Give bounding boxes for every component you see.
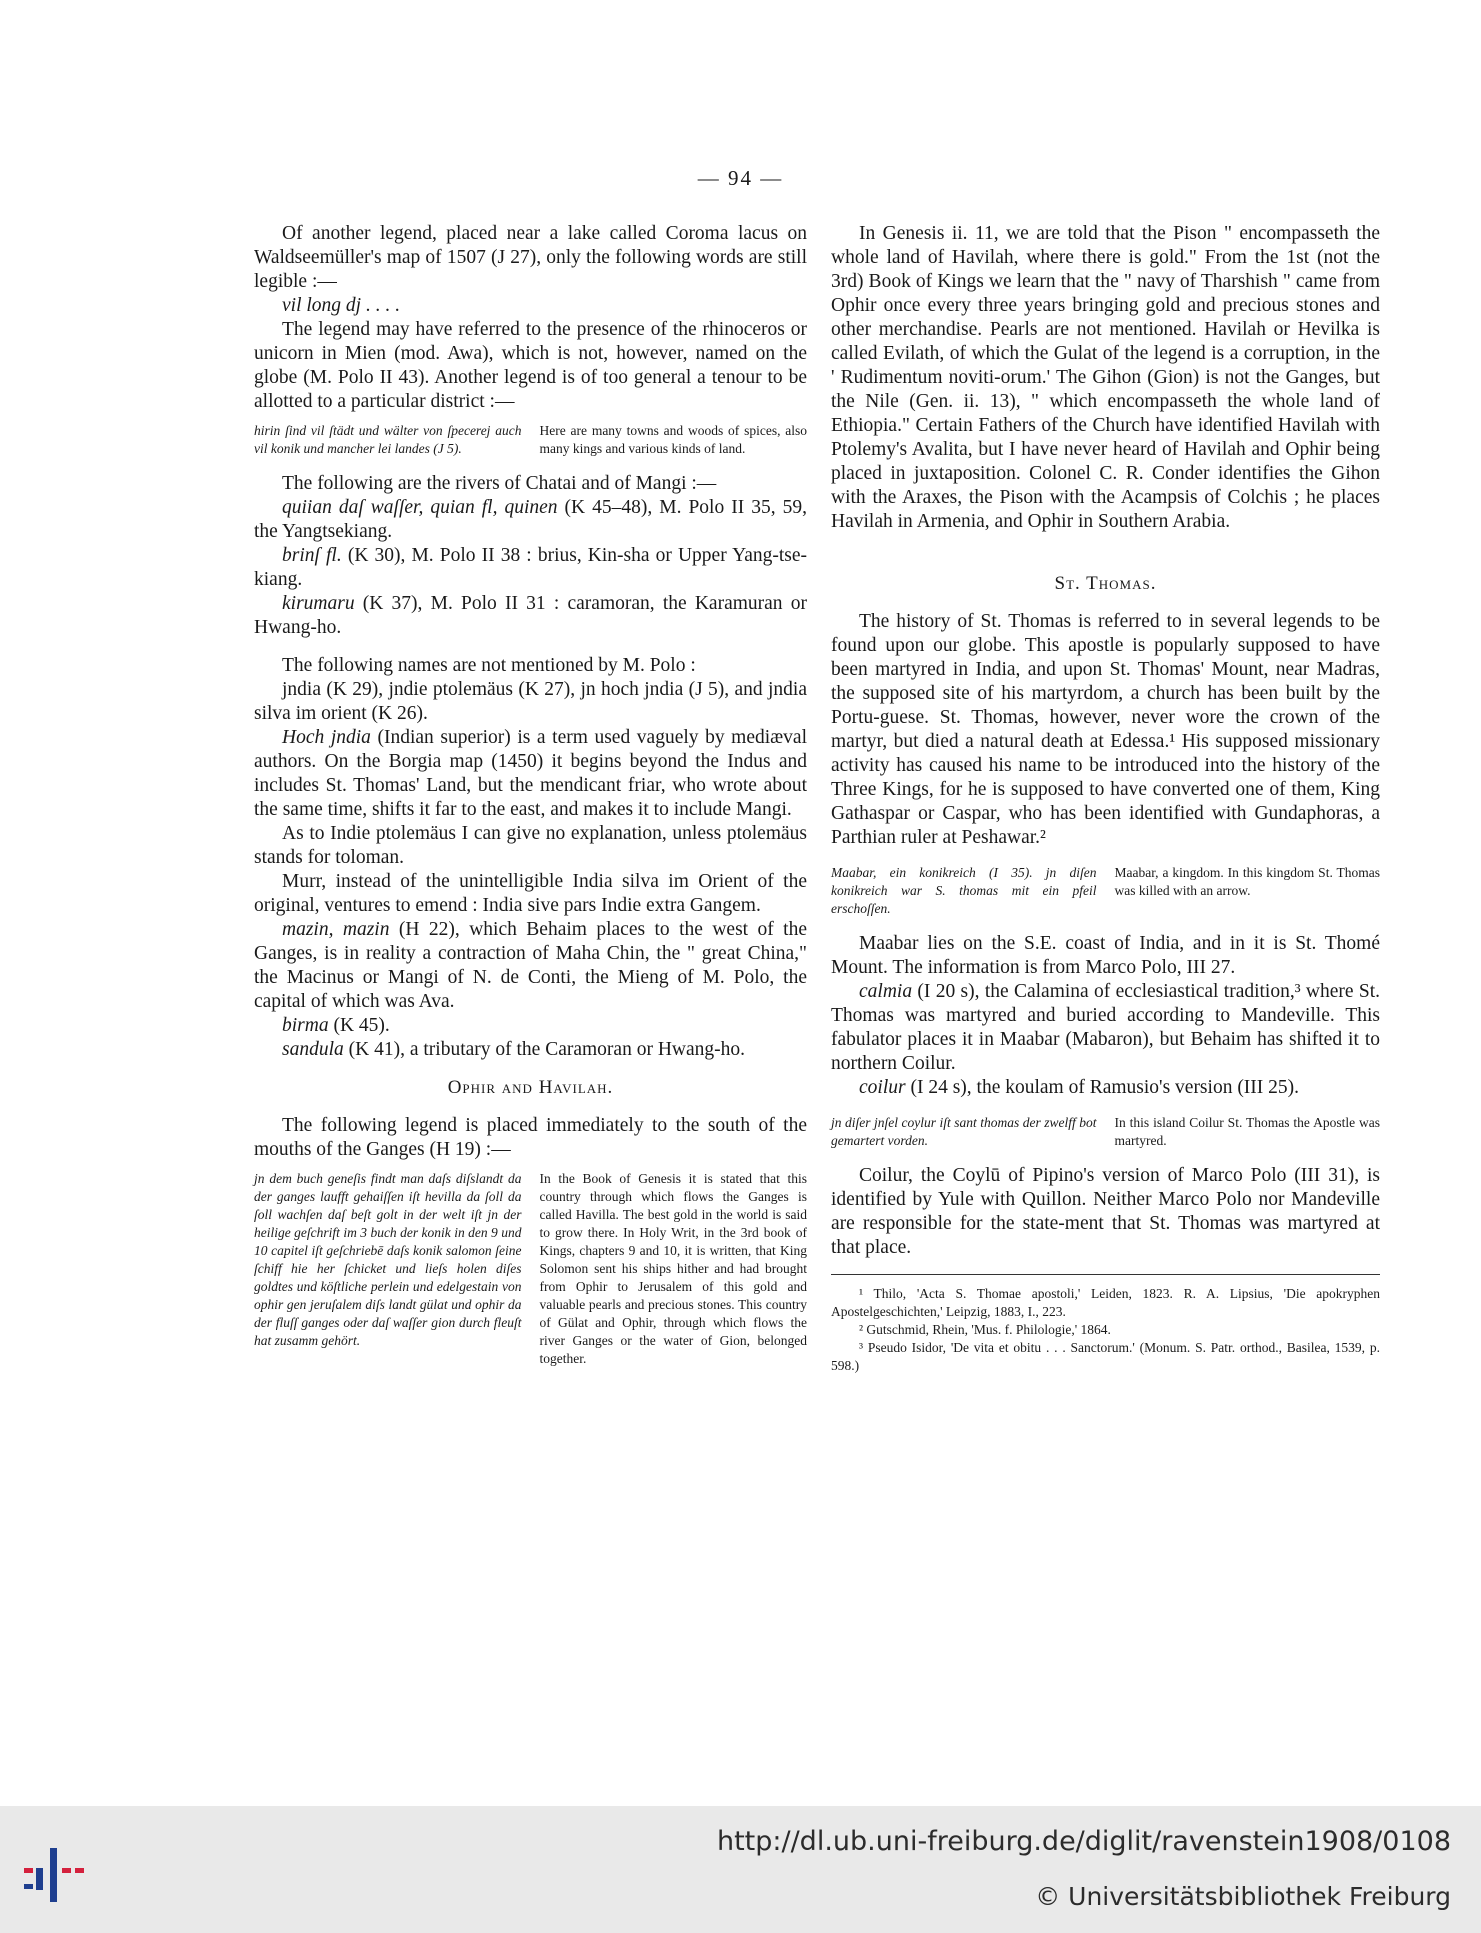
text: (K 37), M. Polo II 31 : caramoran, the Karamuran or Hwang-ho. bbox=[254, 593, 807, 638]
legend-parallel bbox=[254, 1170, 807, 1368]
paragraph: Coilur, the Coylū of Pipino's version of Marco Polo (III 31), is identified by Yule with Quillon. Neither Marco Polo nor Mandeville are responsible for the state-ment that St. Thomas was martyred at that place. bbox=[831, 1165, 1380, 1258]
paragraph bbox=[254, 1038, 807, 1062]
term: calmia bbox=[859, 981, 913, 1002]
footnote-divider bbox=[831, 1274, 1380, 1275]
section-heading: St. Thomas. bbox=[1054, 573, 1157, 594]
paragraph: Of another legend, placed near a lake called Coroma lacus on Waldseemüller's map of 1507 (J 27), only the following words are still legible :— bbox=[254, 223, 807, 292]
footnote: ¹ Thilo, 'Acta S. Thomae apostoli,' Leiden, 1823. R. A. Lipsius, 'Die apokryphen Apostelgeschichten,' Leipzig, 1883, I., 223. bbox=[831, 1286, 1380, 1319]
footnote: ³ Pseudo Isidor, 'De vita et obitu . . . Sanctorum.' (Monum. S. Patr. orthod., Basilea, 1539, p. 598.) bbox=[831, 1340, 1380, 1373]
term: coilur bbox=[859, 1077, 906, 1098]
logo-bar bbox=[62, 1868, 71, 1873]
paragraph: The following are the rivers of Chatai and of Mangi :— bbox=[282, 473, 717, 494]
paragraph: Murr, instead of the unintelligible India silva im Orient of the original, ventures to emend : India sive pars Indie extra Gangem. bbox=[254, 871, 807, 916]
text: (K 30), M. Polo II 38 : brius, Kin-sha or Upper Yang-tse-kiang. bbox=[254, 545, 807, 590]
legend-parallel bbox=[254, 422, 807, 458]
paragraph bbox=[254, 544, 807, 592]
text: (K 45). bbox=[328, 1015, 390, 1036]
paragraph: The following legend is placed immediately to the south of the mouths of the Ganges (H 19) :— bbox=[254, 1115, 807, 1160]
paragraph: As to Indie ptolemäus I can give no explanation, unless ptolemäus stands for toloman. bbox=[254, 823, 807, 868]
logo-bar bbox=[24, 1868, 33, 1873]
copyright-notice: © Universitätsbibliothek Freiburg bbox=[1035, 1882, 1451, 1911]
paragraph: Maabar lies on the S.E. coast of India, and in it is St. Thomé Mount. The information is from Marco Polo, III 27. bbox=[831, 933, 1380, 978]
legend-original: jn diſer jnſel coylur iſt sant thomas der zwelff bot gemartert vorden. bbox=[831, 1115, 1097, 1148]
term: kirumaru bbox=[282, 593, 355, 614]
text: (K 41), a tributary of the Caramoran or Hwang-ho. bbox=[343, 1039, 746, 1060]
legend-original: Maabar, ein konikreich (I 35). jn diſen konikreich war S. thomas mit ein pfeil erschoſſen. bbox=[831, 865, 1097, 916]
logo-bar bbox=[50, 1848, 57, 1902]
paragraph: The legend may have referred to the presence of the rhinoceros or unicorn in Mien (mod. Awa), which is not, however, named on the globe (M. Polo II 43). Another legend is of too general a tenour to be allotted to a particular district :— bbox=[254, 319, 807, 412]
legend-fragment: vil long dj . . . . bbox=[282, 295, 401, 316]
paragraph: In Genesis ii. 11, we are told that the Pison " encompasseth the whole land of Havilah, where there is gold." From the 1st (not the 3rd) Book of Kings we learn that the " navy of Tharshish " came from Ophir once every three years bringing gold and precious stones and other merchandise. Pearls are not mentioned. Havilah or Hevilka is called Evilath, of which the Gulat of the legend is a corruption, in the ' Rudimentum noviti-orum.' The Gihon (Gion) is not the Ganges, but the Nile (Gen. ii. 13), " which encompasseth the whole land of Ethiopia." Certain Fathers of the Church have identified Havilah with Ptolemy's Avalita, but I have never heard of Havilah and Ophir being placed in juxtaposition. Colonel C. R. Conder identifies the Gihon with the Araxes, the Pison with the Acampsis of Colchis ; he places Havilah in Armenia, and Ophir in Southern Arabia. bbox=[831, 223, 1380, 532]
text: (Indian superior) is a term used vaguely by mediæval authors. On the Borgia map (1450) it begins beyond the Indus and includes St. Thomas' Land, but the mendicant friar, who wrote about the same time, shifts it far to the east, and makes it to include Mangi. bbox=[254, 727, 807, 820]
paragraph bbox=[254, 1014, 807, 1038]
legend-parallel bbox=[831, 864, 1380, 918]
text: (I 20 s), the Calamina of ecclesiastical tradition,³ where St. Thomas was martyred and buried according to Mandeville. This fabulator places it in Maabar (Mabaron), but Behaim has shifted it to northern Coilur. bbox=[831, 981, 1380, 1074]
text: (K 45–48), M. Polo II 35, 59, the Yangtsekiang. bbox=[254, 497, 807, 542]
term: birma bbox=[282, 1015, 329, 1036]
footer-bar bbox=[0, 1806, 1481, 1933]
term: sandula bbox=[282, 1039, 344, 1060]
logo-bar bbox=[36, 1868, 43, 1890]
paragraph bbox=[831, 1076, 1380, 1100]
legend-original: hirin ſind vil ſtädt und wälter von ſpecerej auch vil konik und mancher lei landes (J 5). bbox=[254, 423, 522, 456]
paragraph: The history of St. Thomas is referred to in several legends to be found upon our globe. This apostle is popularly supposed to have been martyred in India, and upon St. Thomas' Mount, near Madras, the supposed site of his martyrdom, a church has been built by the Portu-guese. St. Thomas, however, never wore the crown of the martyr, but died a natural death at Edessa.¹ His supposed missionary activity has caused his name to be introduced into the history of the Three Kings, for he is supposed to have converted one of them, King Gathaspar or Caspar, who has been identified with Gundaphoras, a Parthian ruler at Peshawar.² bbox=[831, 611, 1380, 848]
legend-translation: In the Book of Genesis it is stated that this country through which flows the Ganges is called Havilla. The best gold in the world is said to grow there. In Holy Writ, in the 3rd book of Kings, chapters 9 and 10, it is written, that King Solomon sent his ships hither and had brought from Ophir to Jerusalem of this gold and valuable pearls and precious stones. This country of Gülat and Ophir, through which flows the river Ganges or the water of Gion, belonged together. bbox=[539, 1171, 807, 1366]
text: (I 24 s), the koulam of Ramusio's version (III 25). bbox=[905, 1077, 1300, 1098]
legend-translation: In this island Coilur St. Thomas the Apostle was martyred. bbox=[1114, 1115, 1380, 1148]
paragraph bbox=[254, 918, 807, 1014]
paragraph: The following names are not mentioned by M. Polo : bbox=[282, 655, 696, 676]
logo-bar bbox=[24, 1884, 33, 1889]
legend-parallel bbox=[831, 1114, 1380, 1150]
section-heading: Ophir and Havilah. bbox=[447, 1077, 614, 1098]
text: (H 22), which Behaim places to the west of the Ganges, is in reality a contraction of Maha Chin, the " great China," the Macinus or Mangi of N. de Conti, the Mieng of M. Polo, the capital of which was Ava. bbox=[254, 919, 807, 1012]
paragraph: jndia (K 29), jndie ptolemäus (K 27), jn hoch jndia (J 5), and jndia silva im orient (K 26). bbox=[254, 679, 807, 724]
paragraph bbox=[254, 496, 807, 544]
left-column bbox=[254, 222, 807, 1378]
term: quiian daſ waſſer, quian fl, quinen bbox=[282, 497, 558, 518]
page-number: — 94 — bbox=[697, 166, 784, 190]
term: mazin, mazin bbox=[282, 919, 390, 940]
term: Hoch jndia bbox=[282, 727, 371, 748]
paragraph bbox=[831, 980, 1380, 1076]
legend-translation: Maabar, a kingdom. In this kingdom St. Thomas was killed with an arrow. bbox=[1114, 865, 1380, 898]
footnote: ² Gutschmid, Rhein, 'Mus. f. Philologie,' 1864. bbox=[859, 1322, 1111, 1337]
legend-translation: Here are many towns and woods of spices, also many kings and various kinds of land. bbox=[539, 423, 807, 456]
source-url-link[interactable]: http://dl.ub.uni-freiburg.de/diglit/ravenstein1908/0108 bbox=[716, 1826, 1451, 1857]
paragraph bbox=[254, 592, 807, 640]
paragraph bbox=[254, 726, 807, 822]
legend-original: jn dem buch geneſis findt man daſs diſslandt da der ganges laufft gehaiſſen iſt hevilla da ſoll da ſoll wachſen daſ beſt golt in der welt iſt jn der heilige geſchrift im 3 buch der konik in den 9 und 10 capitel iſt geſchriebē daſs konik salomon ſeine ſchiff hie her ſchicket und lieſs holen diſes goldtes und köſtliche perlein und edelgestain von ophir gen jeruſalem diſs landt gülat und ophir da der fluſſ ganges oder daſ waſſer gion durch fleuſt hat zusamm gehört. bbox=[254, 1171, 522, 1348]
right-column bbox=[831, 222, 1380, 1375]
logo-bar bbox=[75, 1868, 84, 1873]
term: brinſ fl. bbox=[282, 545, 342, 566]
library-logo-icon bbox=[20, 1844, 92, 1906]
